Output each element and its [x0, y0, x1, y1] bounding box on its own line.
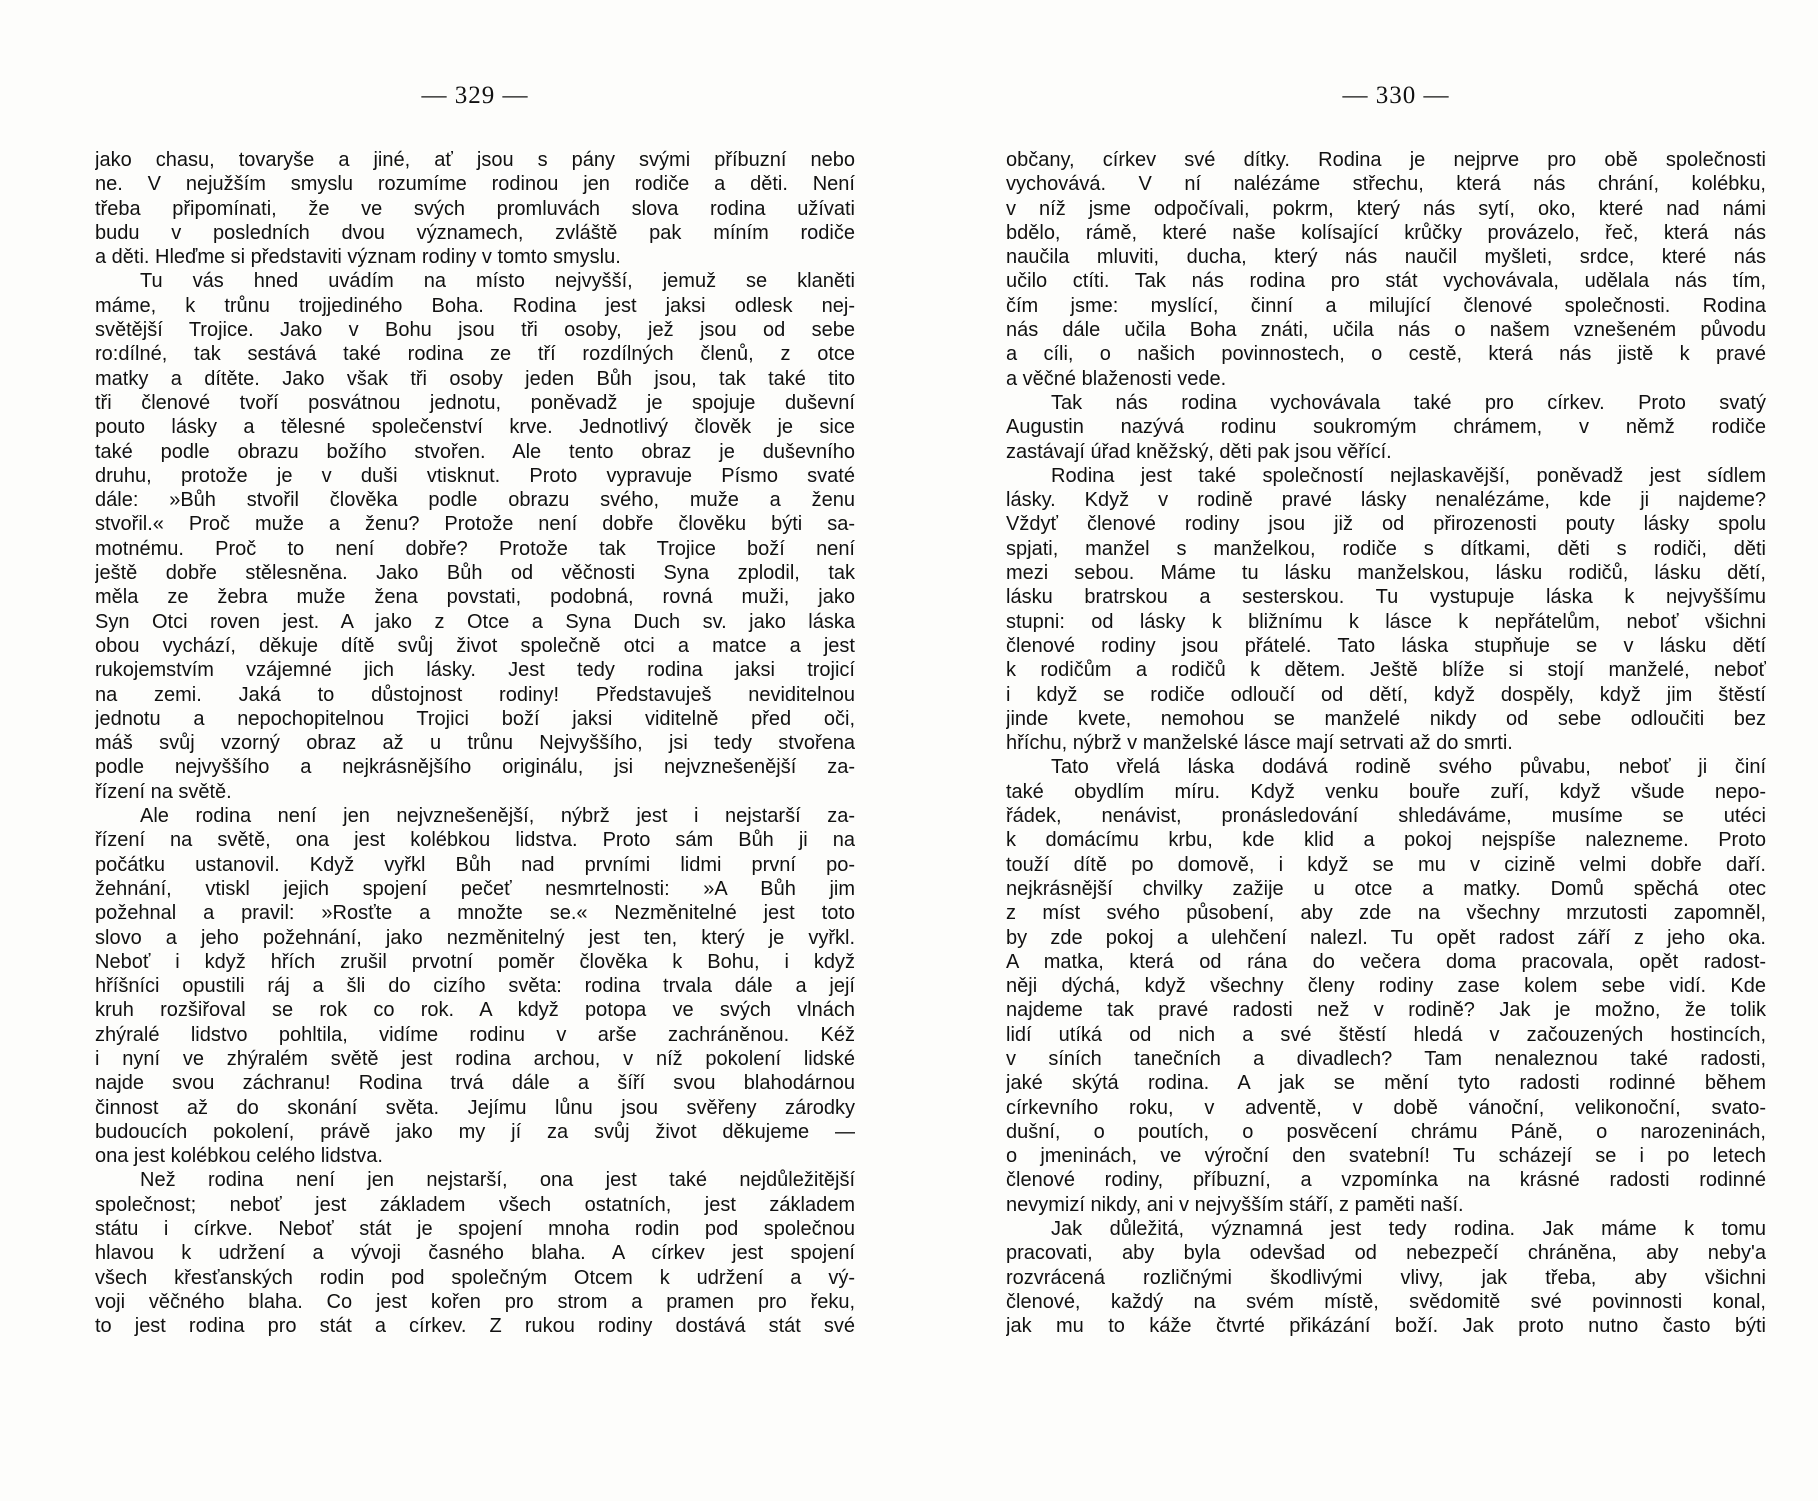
text-line: ještě dobře stělesněna. Jako Bůh od věčnosti Syna zplodil, tak — [95, 562, 855, 585]
text-line: kruh rozšiřoval se rok co rok. A když potopa ve svých vlnách — [95, 999, 855, 1022]
text-line: členové, každý na svém místě, svědomitě své povinnosti konal, — [1006, 1290, 1766, 1313]
text-line: mezi sebou. Máme tu lásku manželskou, lásku rodičů, lásku dětí, — [1006, 562, 1766, 585]
text-line: to jest rodina pro stát a církev. Z rukou rodiny dostává stát své — [95, 1315, 855, 1338]
text-line: Tato vřelá láska dodává rodině svého půvabu, neboť ji činí — [1051, 756, 1766, 779]
text-line: čím jsme: myslící, činní a milující členové společnosti. Rodina — [1006, 294, 1766, 317]
text-line: členové rodiny jsou přátelé. Tato láska stupňuje se v lásku dětí — [1006, 634, 1766, 657]
text-line: Vždyť členové rodiny jsou již od přirozenosti pouty lásky spolu — [1006, 513, 1766, 536]
text-line: hlavou k udržení a vývoji časného blaha. A církev jest spojení — [95, 1242, 855, 1265]
text-line: najde svou záchranu! Rodina trvá dále a šíří svou blahodárnou — [95, 1072, 855, 1095]
text-line: občany, církev své dítky. Rodina je nejprve pro obě společnosti — [1006, 149, 1766, 171]
text-line: k rodičům a rodičů k dětem. Ještě blíže si stojí manželé, neboť — [1006, 659, 1766, 682]
text-line: lidí utíká od nich a své štěstí hledá v začouzených hostincích, — [1006, 1023, 1766, 1046]
text-line: rozvrácená rozličnými škodlivými vlivy, jak třeba, aby všichni — [1006, 1266, 1766, 1289]
text-line: jako chasu, tovaryše a jiné, ať jsou s pány svými příbuzní nebo — [95, 149, 855, 171]
text-line: všech křesťanských rodin pod společným Otcem k udržení a vý- — [95, 1266, 855, 1289]
text-line: tři členové tvoří posvátnou jednotu, poněvadž je spojuje duševní — [95, 391, 855, 414]
page-number: — 330 — — [1342, 82, 1450, 109]
text-line: řízení na světě. — [95, 780, 232, 803]
text-line: zhýralé lidstvo pohltila, vidíme rodinu v arše zachráněnou. Kéž — [95, 1023, 855, 1046]
text-line: pouto lásky a tělesné společenství krve. Jednotlivý člověk je sice — [95, 416, 855, 439]
text-line: řízení na světě, ona jest kolébkou lidstva. Proto sám Bůh ji na — [95, 829, 855, 852]
text-line: Syn Otci roven jest. A jako z Otce a Syna Duch sv. jako láska — [95, 610, 855, 633]
text-line: máš svůj vzorný obraz až u trůnu Nejvyššího, jsi tedy stvořena — [95, 732, 855, 755]
text-line: dušní, o poutích, o posvěcení chrámu Páně, o narozeninách, — [1006, 1120, 1766, 1143]
text-line: třeba připomínati, že ve svých promluvách slova rodina užívati — [95, 197, 855, 220]
text-line: státu i církve. Neboť stát je spojení mnoha rodin pod společnou — [95, 1218, 855, 1241]
text-line: Tu vás hned uvádím na místo nejvyšší, jemuž se klaněti — [140, 270, 855, 293]
text-line: v síních tanečních a divadlech? Tam nenaleznou také radosti, — [1006, 1047, 1766, 1070]
text-line: Než rodina není jen nejstarší, ona jest také nejdůležitější — [140, 1169, 855, 1192]
text-line: obou vychází, děkuje dítě svůj život společně otci a matce a jest — [95, 634, 855, 657]
page-text — [1006, 148, 1766, 1339]
text-line: požehnal a pravil: »Rosťte a množte se.« Nezměnitelné jest toto — [95, 902, 855, 925]
text-line: světější Trojice. Jako v Bohu jsou tři osoby, jež jsou od sebe — [95, 319, 855, 342]
text-line: činnost až do skonání světa. Jejímu lůnu jsou svěřeny zárodky — [95, 1096, 855, 1119]
text-line: ona jest kolébkou celého lidstva. — [95, 1145, 383, 1168]
text-line: učilo ctíti. Tak nás rodina pro stát vychovávala, udělala nás tím, — [1006, 270, 1766, 293]
text-line: něji dýchá, když všechny členy rodiny zase kolem sebe vidí. Kde — [1006, 975, 1766, 998]
text-line: stupni: od lásky k bližnímu k lásce k nepřátelům, neboť všichni — [1006, 610, 1766, 633]
text-line: i když se rodiče odloučí od dětí, když dospěly, když jim štěstí — [1006, 683, 1766, 706]
text-line: slovo a jeho požehnání, jako nezměnitelný jest ten, který je vyřkl. — [95, 926, 855, 949]
text-line: lásku bratrskou a sesterskou. Tu vystupuje láska k nejvyššímu — [1006, 586, 1766, 609]
text-line: by zde pokoj a ulehčení nalezl. Tu opět radost září z jeho oka. — [1006, 926, 1766, 949]
text-line: spjati, manžel s manželkou, rodiče s dítkami, děti s rodiči, děti — [1006, 537, 1766, 560]
text-line: jednotu a nepochopitelnou Trojici boží jaksi viditelně před oči, — [95, 707, 855, 730]
right-page — [1006, 0, 1766, 1501]
text-line: hříšníci opustili ráj a šli do cizího světa: rodina trvala dále a její — [95, 975, 855, 998]
text-line: žehnání, vtiskl jejich spojení pečeť nesmrtelnosti: »A Bůh jim — [95, 877, 855, 900]
text-line: motnému. Proč to není dobře? Protože tak Trojice boží není — [95, 537, 855, 560]
text-line: nejkrásnější chvilky zažije u otce a matky. Domů spěchá otec — [1006, 877, 1766, 900]
text-line: vychovává. V ní nalézáme střechu, která nás chrání, kolébku, — [1006, 173, 1766, 196]
text-line: lásky. Když v rodině pravé lásky nenalézáme, kde ji najdeme? — [1006, 489, 1766, 512]
page-number: — 329 — — [421, 82, 529, 109]
text-line: a věčné blaženosti vede. — [1006, 367, 1227, 390]
text-line: Augustin nazývá rodinu soukromým chrámem, v němž rodiče — [1006, 416, 1766, 439]
text-line: Rodina jest také společností nejlaskavější, poněvadž jest sídlem — [1051, 464, 1766, 487]
left-page — [95, 0, 855, 1501]
text-line: bdělo, rámě, které naše kolísající krůčky provázelo, řeč, která nás — [1006, 221, 1766, 244]
text-line: církevního roku, v adventě, v době vánoční, velikonoční, svato- — [1006, 1096, 1766, 1119]
text-line: z míst svého působení, aby zde na všechny mrzutosti zapomněl, — [1006, 902, 1766, 925]
text-line: v níž jsme odpočívali, pokrm, který nás sytí, oko, které nad námi — [1006, 197, 1766, 220]
text-line: hříchu, nýbrž v manželské lásce mají setrvati až do smrti. — [1006, 732, 1513, 755]
text-line: naučila mluviti, ducha, který nás naučil myšleti, srdce, které nás — [1006, 246, 1766, 269]
text-line: jak mu to káže čtvrté přikázání boží. Jak proto nutno často býti — [1006, 1315, 1766, 1338]
text-line: také podle obrazu božího stvořen. Ale tento obraz je duševního — [95, 440, 855, 463]
text-line: na zemi. Jaká to důstojnost rodiny! Představuješ neviditelnou — [95, 683, 855, 706]
text-line: dále: »Bůh stvořil člověka podle obrazu svého, muže a ženu — [95, 489, 855, 512]
text-line: řádek, nenávist, pronásledování shledáváme, musíme se utéci — [1006, 805, 1766, 828]
text-line: Tak nás rodina vychovávala také pro církev. Proto svatý — [1051, 391, 1766, 414]
text-line: počátku ustanovil. Když vyřkl Bůh nad prvními lidmi první po- — [95, 853, 855, 876]
text-line: měla ze žebra muže žena povstati, podobná, rovná muži, jako — [95, 586, 855, 609]
text-line: stvořil.« Proč muže a ženu? Protože není dobře člověku býti sa- — [95, 513, 855, 536]
text-line: nevymizí nikdy, ani v nejvyšším stáří, z paměti naší. — [1006, 1193, 1464, 1216]
text-line: jaké skýtá rodina. A jak se mění tyto radosti rodinné během — [1006, 1072, 1766, 1095]
text-line: budoucích pokolení, právě jako my jí za svůj život děkujeme — — [95, 1120, 855, 1143]
text-line: o jmeninách, ve výroční den svatební! Tu scházejí se i po letech — [1006, 1145, 1766, 1168]
text-line: matky a dítěte. Jako však tři osoby jeden Bůh jsou, tak také tito — [95, 367, 855, 390]
text-line: a děti. Hleďme si představiti význam rodiny v tomto smyslu. — [95, 246, 621, 269]
text-line: budu v posledních dvou významech, zvláště pak míním rodiče — [95, 221, 855, 244]
text-line: Jak důležitá, významná jest tedy rodina. Jak máme k tomu — [1051, 1218, 1766, 1241]
text-line: členové rodiny, příbuzní, a vzpomínka na krásné radosti rodinné — [1006, 1169, 1766, 1192]
text-line: také obydlím míru. Když venku bouře zuří, když všude nepo- — [1006, 780, 1766, 803]
text-line: nás dále učila Boha znáti, učila nás o našem vznešeném původu — [1006, 319, 1766, 342]
text-line: zastávají úřad kněžský, děti pak jsou věřící. — [1006, 440, 1392, 463]
text-line: voji věčného blaha. Co jest kořen pro strom a pramen pro řeku, — [95, 1290, 855, 1313]
text-line: jinde kvete, nemohou se manželé nikdy od sebe odloučiti bez — [1006, 707, 1766, 730]
text-line: rukojemstvím vzájemné jich lásky. Jest tedy rodina jaksi trojicí — [95, 659, 855, 682]
text-line: k domácímu krbu, kde klid a pokoj nejspíše nalezneme. Proto — [1006, 829, 1766, 852]
text-line: Neboť i když hřích zrušil prvotní poměr člověka k Bohu, i když — [95, 950, 855, 973]
text-line: ro:dílné, tak sestává také rodina ze tří rozdílných členů, z otce — [95, 343, 855, 366]
text-line: touží dítě po domově, i když se mu v cizině velmi dobře daří. — [1006, 853, 1766, 876]
text-line: Ale rodina není jen nejvznešenější, nýbrž jest i nejstarší za- — [140, 805, 855, 828]
text-line: i nyní ve zhýralém světě jest rodina archou, v níž pokolení lidské — [95, 1047, 855, 1070]
text-line: pracovati, aby byla odevšad od nebezpečí chráněna, aby neby'a — [1006, 1242, 1766, 1265]
page-text — [95, 148, 855, 1339]
text-line: A matka, která od rána do večera doma pracovala, opět radost- — [1006, 950, 1766, 973]
text-line: druhu, protože je v duši vtisknut. Proto vypravuje Písmo svaté — [95, 464, 855, 487]
text-line: máme, k trůnu trojjediného Boha. Rodina jest jaksi odlesk nej- — [95, 294, 855, 317]
text-line: a cíli, o našich povinnostech, o cestě, která nás jistě k pravé — [1006, 343, 1766, 366]
text-line: společnost; neboť jest základem všech ostatních, jest základem — [95, 1193, 855, 1216]
text-line: najdeme tak pravé radosti než v rodině? Jak je možno, že tolik — [1006, 999, 1766, 1022]
text-line: ne. V nejužším smyslu rozumíme rodinou jen rodiče a děti. Není — [95, 173, 855, 196]
text-line: podle nejvyššího a nejkrásnějšího originálu, jsi nejvznešenější za- — [95, 756, 855, 779]
